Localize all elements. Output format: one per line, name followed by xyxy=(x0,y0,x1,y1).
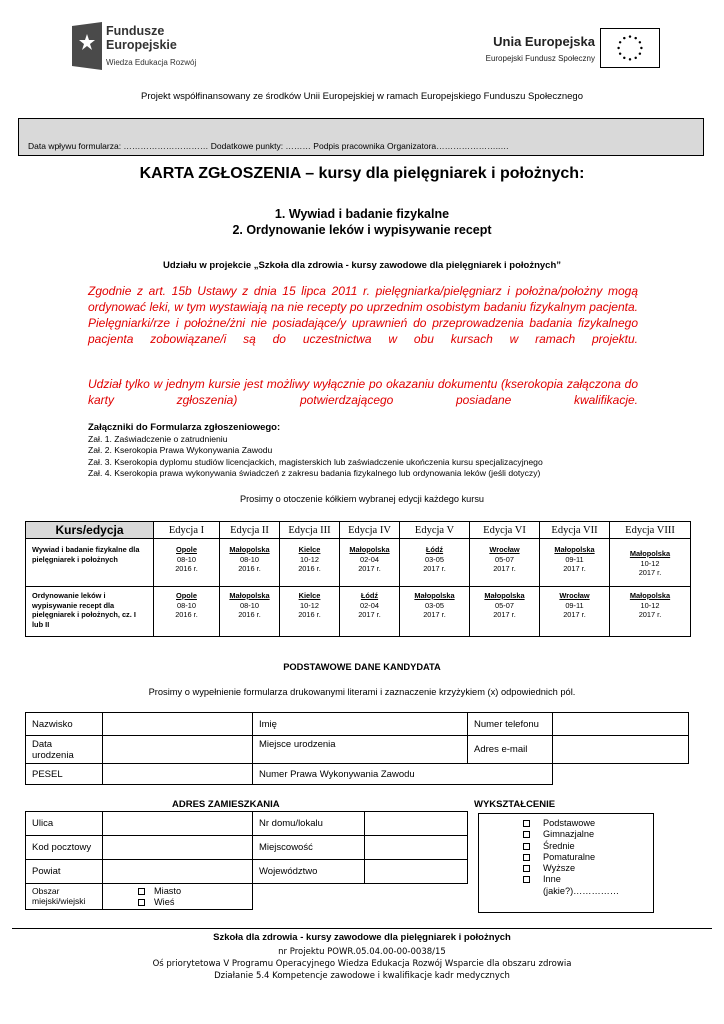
checkbox-icon[interactable] xyxy=(523,843,530,850)
edition-cell[interactable]: Kielce 10-12 2016 r. xyxy=(280,587,340,637)
area-option-village[interactable]: Wieś xyxy=(138,897,246,908)
email-label: Adres e-mail xyxy=(467,735,553,764)
email-field[interactable] xyxy=(552,735,689,764)
education-section-title: WYKSZTAŁCENIE xyxy=(474,799,556,810)
license-number-label: Numer Prawa Wykonywania Zawodu xyxy=(252,763,553,785)
edition-cell[interactable]: Opole 08-10 2016 r. xyxy=(154,587,220,637)
education-option[interactable]: Wyższe xyxy=(523,863,619,874)
edition-header: Edycja VIII xyxy=(610,522,691,539)
education-options-box xyxy=(478,813,654,913)
fundusze-europejskie-logo xyxy=(72,20,242,76)
unia-europejska-logo xyxy=(455,28,660,72)
checkbox-icon[interactable] xyxy=(523,854,530,861)
surname-label: Nazwisko xyxy=(25,712,103,736)
first-name-label: Imię xyxy=(252,712,468,736)
candidate-instruction: Prosimy o wypełnienie formularza drukowanymi literami i zaznaczenie krzyżykiem (x) odpowiednich pól. xyxy=(148,687,576,697)
edition-cell[interactable]: Małopolska 03-05 2017 r. xyxy=(400,587,470,637)
edition-cell[interactable]: Małopolska 09-11 2017 r. xyxy=(540,539,610,587)
course-name: Ordynowanie leków i wypisywanie recept dla pielęgniarek i położnych, cz. I lub II xyxy=(26,587,154,637)
course-topics xyxy=(0,206,724,238)
edition-header: Edycja I xyxy=(154,522,220,539)
town-label: Miejscowość xyxy=(252,835,365,860)
street-field[interactable] xyxy=(102,811,253,836)
footer-line: Działanie 5.4 Kompetencje zawodowe i kwalifikacje kadr medycznych xyxy=(214,971,510,981)
checkbox-icon[interactable] xyxy=(138,888,145,895)
district-field[interactable] xyxy=(102,859,253,884)
checkbox-icon[interactable] xyxy=(523,865,530,872)
checkbox-icon[interactable] xyxy=(523,876,530,883)
edition-instruction: Prosimy o otoczenie kółkiem wybranej edycji każdego kursu xyxy=(239,494,485,504)
ue-logo-title: Unia Europejska xyxy=(493,34,595,49)
checkbox-icon[interactable] xyxy=(523,820,530,827)
area-label: Obszar miejski/wiejski xyxy=(25,883,103,910)
page-title: KARTA ZGŁOSZENIA – kursy dla pielęgniarek i położnych: xyxy=(139,165,585,182)
attachments-list xyxy=(88,434,543,479)
project-cofinancing-note: Projekt współfinansowany ze środków Unii Europejskiej w ramach Europejskiego Funduszu Społecznego xyxy=(141,91,583,102)
office-use-box xyxy=(18,118,704,156)
eu-flag-icon xyxy=(600,28,660,68)
footer-title: Szkoła dla zdrowia - kursy zawodowe dla pielęgniarek i położnych xyxy=(213,932,511,943)
edition-cell[interactable]: Kielce 10-12 2016 r. xyxy=(280,539,340,587)
edition-cell[interactable]: Łódź 03-05 2017 r. xyxy=(400,539,470,587)
edition-cell[interactable]: Małopolska 02-04 2017 r. xyxy=(340,539,400,587)
editions-header-row xyxy=(26,522,691,539)
education-option[interactable]: Podstawowe xyxy=(523,818,619,829)
phone-field[interactable] xyxy=(552,712,689,736)
pesel-field[interactable] xyxy=(102,763,253,785)
edition-cell[interactable]: Małopolska 10-12 2017 r. xyxy=(610,587,691,637)
course-edition-header: Kurs/edycja xyxy=(26,522,154,539)
address-section-title: ADRES ZAMIESZKANIA xyxy=(172,799,280,810)
postcode-label: Kod pocztowy xyxy=(25,835,103,860)
birth-place-label: Miejsce urodzenia xyxy=(252,735,468,764)
candidate-section-title: PODSTAWOWE DANE KANDYDATA xyxy=(283,662,441,672)
footer-line: Oś priorytetowa V Programu Operacyjnego Wiedza Edukacja Rozwój Wsparcie dla obszaru zdrowia xyxy=(152,959,572,969)
table-row xyxy=(26,587,691,637)
fe-logo-subtitle: Wiedza Edukacja Rozwój xyxy=(106,58,197,67)
pesel-label: PESEL xyxy=(25,763,103,785)
house-number-label: Nr domu/lokalu xyxy=(252,811,365,836)
topic-item: 1. Wywiad i badanie fizykalne xyxy=(274,207,450,221)
participation-heading: Udziału w projekcie „Szkoła dla zdrowia - kursy zawodowe dla pielęgniarek i położnych” xyxy=(162,260,562,271)
edition-cell[interactable]: Wrocław 09-11 2017 r. xyxy=(540,587,610,637)
attachment-item: Zał. 3. Kserokopia dyplomu studiów licencjackich, magisterskich lub zaświadczenie ukończenia kursu specjalizacyjnego xyxy=(88,456,543,467)
area-options xyxy=(102,883,253,910)
area-option-city[interactable]: Miasto xyxy=(138,886,246,897)
education-option[interactable]: Średnie xyxy=(523,841,619,852)
legal-notice-paragraph: Zgodnie z art. 15b Ustawy z dnia 15 lipca 2011 r. pielęgniarka/pielęgniarz i położna/położny mogą ordynować leki, w tym wystawiają na nie recepty po uprzednim osobistym badaniu fizykalnym pacjenta. Pielęgniarki/rze i położne/żni nie posiadające/y uprawnień do przeprowadzenia badania fizykalnego pacjenta zobowiązane/i są do uczestnictwa w obu kursach w ramach projektu. xyxy=(88,284,638,346)
edition-cell[interactable]: Wrocław 05-07 2017 r. xyxy=(470,539,540,587)
office-use-fields: Data wpływu formularza: ………………………… Dodatkowe punkty: ……… Podpis pracownika Organizatora…………………..… xyxy=(28,141,509,151)
attachments-title: Załączniki do Formularza zgłoszeniowego: xyxy=(88,422,281,433)
footer-divider xyxy=(12,928,712,929)
checkbox-icon[interactable] xyxy=(138,899,145,906)
single-course-notice: Udział tylko w jednym kursie jest możliwy wyłącznie po okazaniu dokumentu (kserokopia załączona do karty zgłoszenia) potwierdzającego posiadane kwalifikacje. xyxy=(88,377,638,407)
edition-header: Edycja IV xyxy=(340,522,400,539)
phone-label: Numer telefonu xyxy=(467,712,553,736)
fe-logo-text: Fundusze Europejskie xyxy=(106,24,177,52)
checkbox-icon[interactable] xyxy=(523,831,530,838)
edition-header: Edycja II xyxy=(220,522,280,539)
license-number-field[interactable] xyxy=(552,763,689,785)
voivodeship-label: Województwo xyxy=(252,859,365,884)
edition-cell[interactable]: Łódź 02-04 2017 r. xyxy=(340,587,400,637)
fe-star-flag-icon xyxy=(72,22,102,70)
education-other-specify[interactable]: (jakie?)…………… xyxy=(543,885,620,896)
attachment-item: Zał. 4. Kserokopia prawa wykonywania świadczeń z zakresu badania fizykalnego lub ordynowania leków (jeśli dotyczy) xyxy=(88,467,541,478)
edition-cell[interactable]: Małopolska 08-10 2016 r. xyxy=(220,539,280,587)
postcode-field[interactable] xyxy=(102,835,253,860)
topic-item: 2. Ordynowanie leków i wypisywanie recept xyxy=(232,223,492,237)
education-option[interactable]: Inne xyxy=(523,874,619,885)
district-label: Powiat xyxy=(25,859,103,884)
edition-cell[interactable]: Małopolska 05-07 2017 r. xyxy=(470,587,540,637)
attachment-item: Zał. 1. Zaświadczenie o zatrudnieniu xyxy=(88,434,228,444)
edition-header: Edycja VI xyxy=(470,522,540,539)
edition-header: Edycja VII xyxy=(540,522,610,539)
education-option[interactable]: Gimnazjalne xyxy=(523,829,619,840)
street-label: Ulica xyxy=(25,811,103,836)
footer-line: nr Projektu POWR.05.04.00-00-0038/15 xyxy=(278,947,446,957)
attachment-item: Zał. 2. Kserokopia Prawa Wykonywania Zawodu xyxy=(88,445,273,456)
birth-date-label: Data urodzenia xyxy=(25,735,103,764)
edition-cell[interactable]: Małopolska 08-10 2016 r. xyxy=(220,587,280,637)
course-name: Wywiad i badanie fizykalne dla pielęgniarek i położnych xyxy=(26,539,154,587)
surname-field[interactable] xyxy=(102,712,253,736)
education-option[interactable]: Pomaturalne xyxy=(523,852,619,863)
house-number-field[interactable] xyxy=(364,811,468,836)
editions-table xyxy=(25,521,691,637)
footer-project-info xyxy=(0,946,724,982)
town-field[interactable] xyxy=(364,835,468,860)
voivodeship-field[interactable] xyxy=(364,859,468,884)
ue-logo-subtitle: Europejski Fundusz Społeczny xyxy=(485,54,595,63)
edition-cell[interactable]: Opole 08-10 2016 r. xyxy=(154,539,220,587)
edition-cell[interactable]: Małopolska 10-12 2017 r. xyxy=(610,539,691,587)
birth-date-field[interactable] xyxy=(102,735,253,764)
edition-header: Edycja III xyxy=(280,522,340,539)
table-row xyxy=(26,539,691,587)
edition-header: Edycja V xyxy=(400,522,470,539)
